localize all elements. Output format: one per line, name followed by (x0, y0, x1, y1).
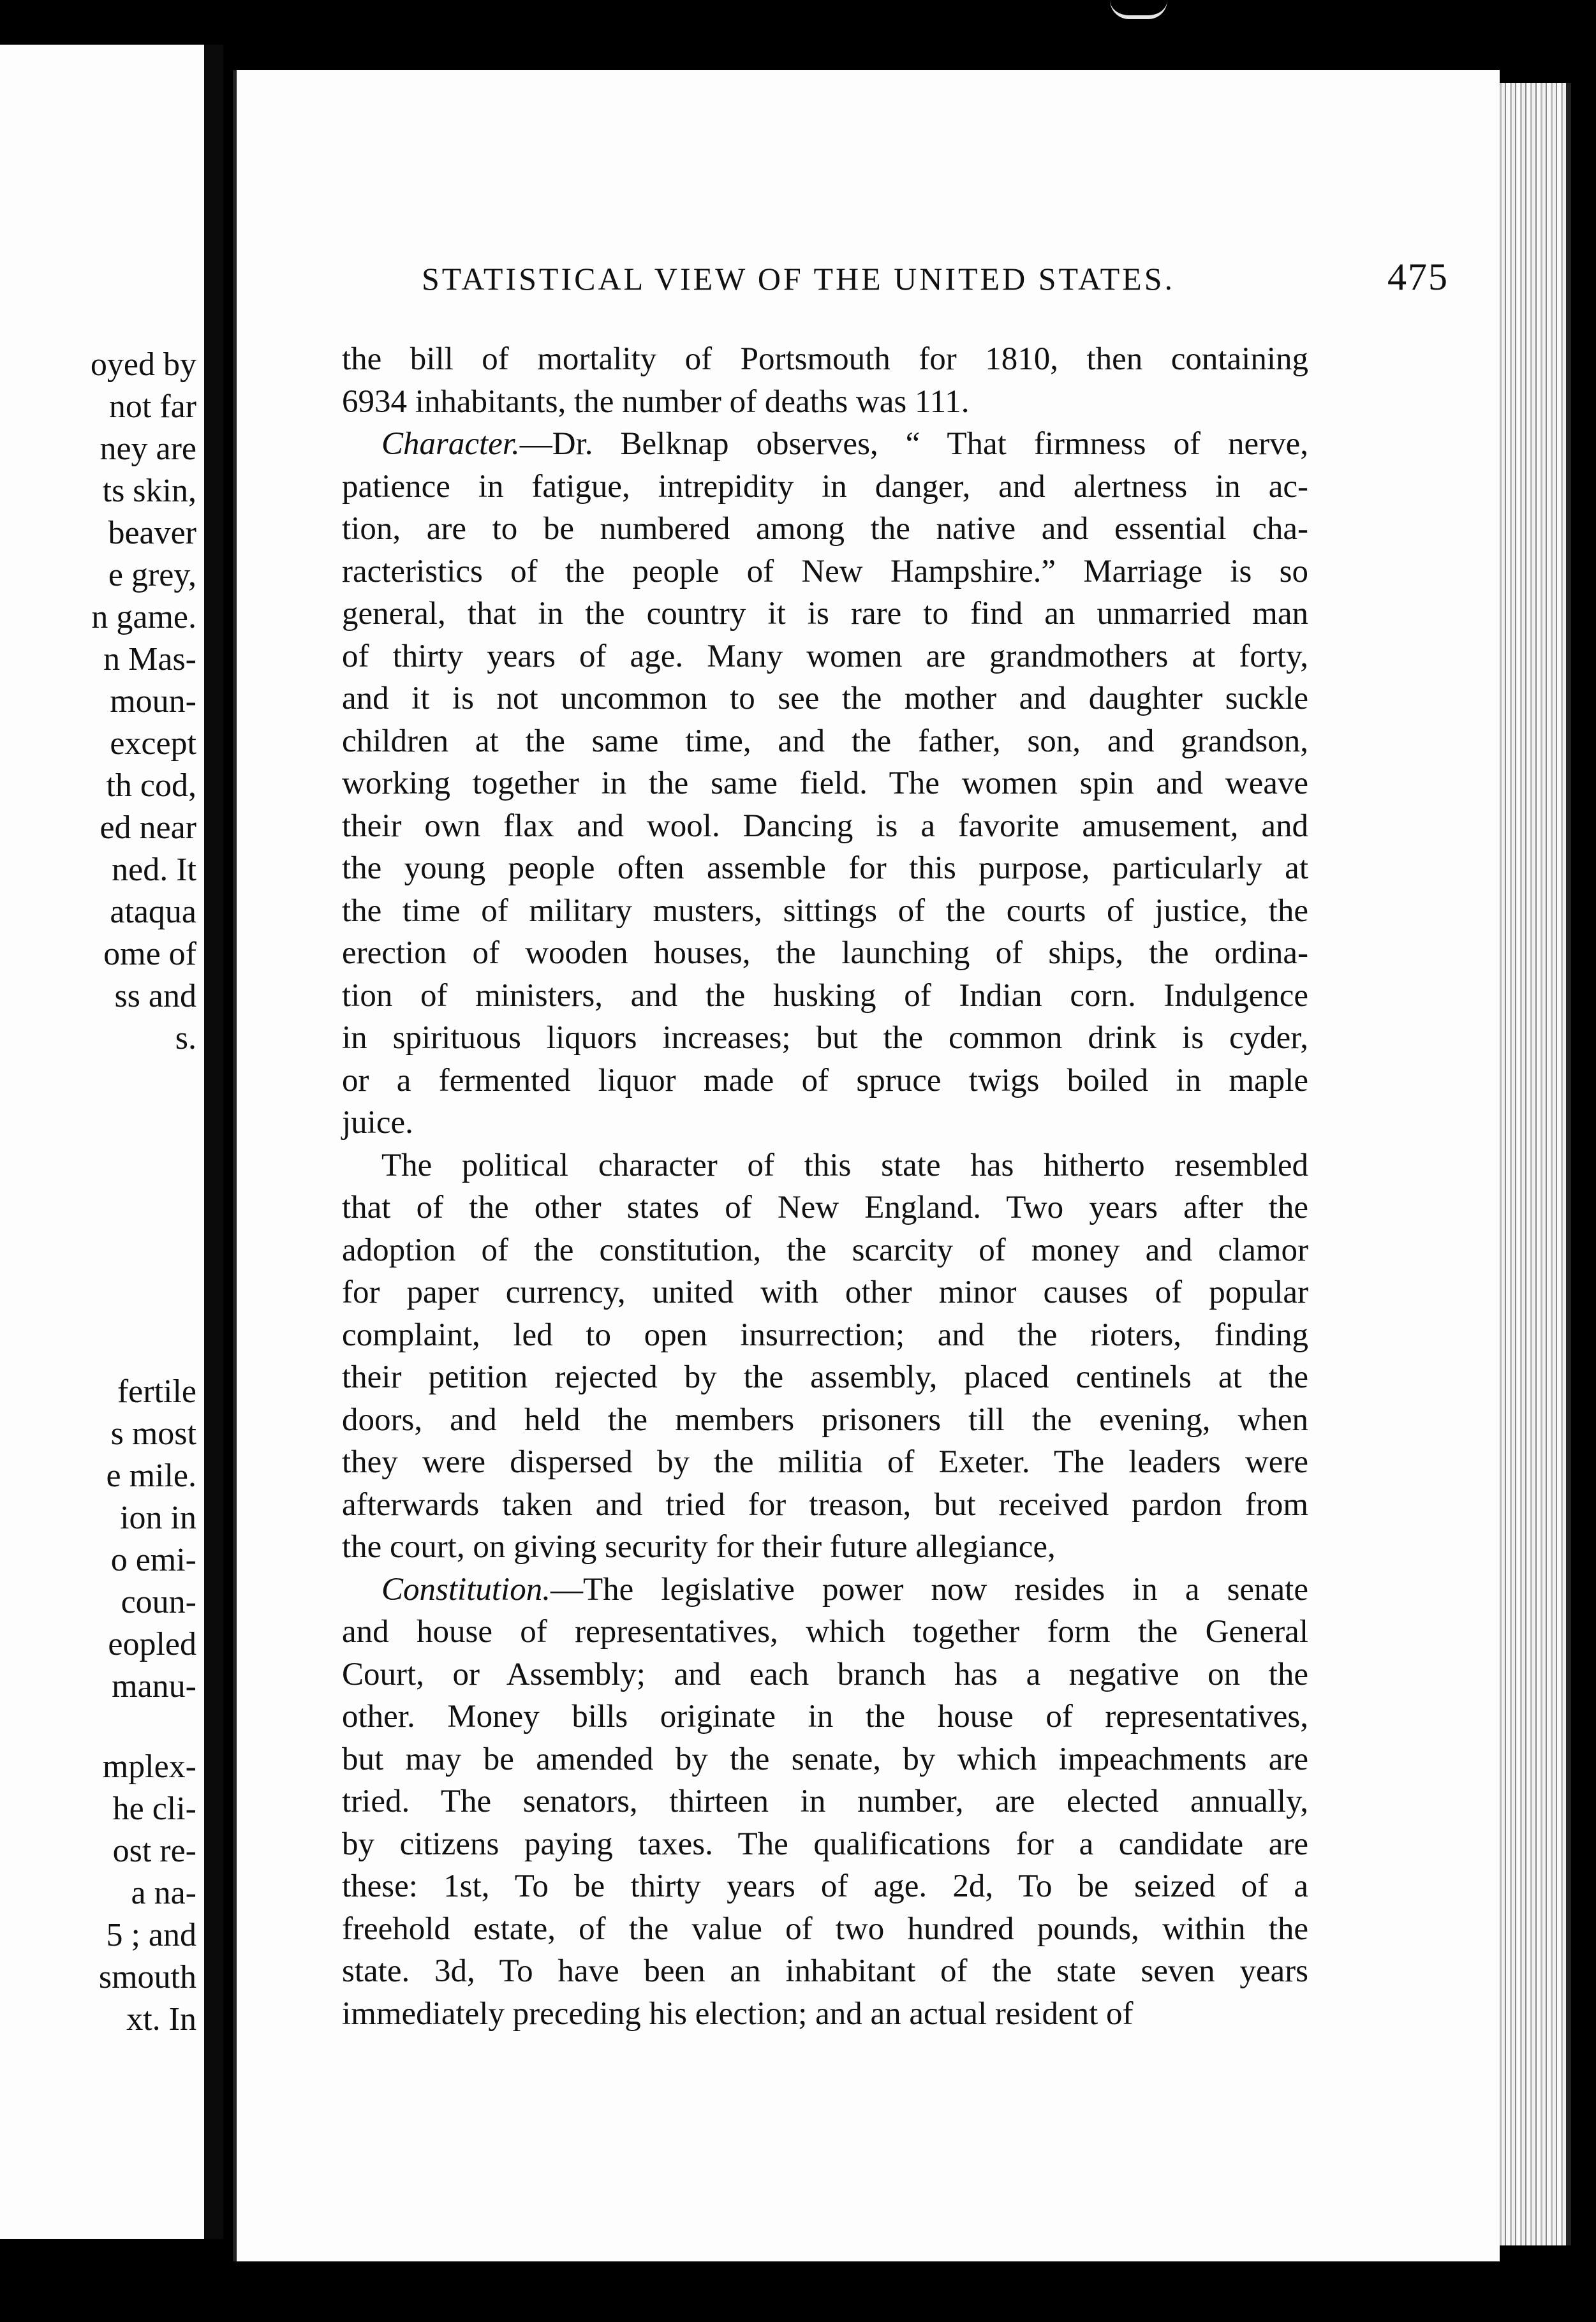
left-page-fragment: eopled (108, 1626, 196, 1662)
text-line (342, 1314, 1308, 1357)
text-line (342, 1060, 1308, 1102)
text-line (342, 381, 1308, 424)
text-line (342, 762, 1308, 805)
text-line (342, 1526, 1308, 1569)
left-page-fragment: except (110, 725, 196, 762)
line-text: freehold estate, of the value of two hundred pounds, within the (342, 1911, 1308, 1947)
text-line (342, 1738, 1308, 1781)
body-text (342, 338, 1308, 2035)
left-page-fragment: oyed by (90, 346, 196, 383)
line-text: afterwards taken and tried for treason, but received pardon from (342, 1486, 1308, 1523)
line-text: the court, on giving security for their future allegiance, (342, 1529, 1056, 1565)
line-text: other. Money bills originate in the house of representatives, (342, 1699, 1308, 1734)
text-line (342, 508, 1308, 551)
line-text: but may be amended by the senate, by which impeachments are (342, 1741, 1308, 1777)
left-page-fragment: ost re- (112, 1833, 196, 1869)
paragraph (342, 1144, 1308, 1569)
text-line (342, 466, 1308, 508)
line-text: or a fermented liquor made of spruce twigs boiled in maple (342, 1062, 1308, 1098)
left-page-fragment: ion in (120, 1500, 196, 1536)
text-line (342, 1696, 1308, 1738)
text-line (342, 1187, 1308, 1229)
text-line (342, 677, 1308, 720)
text-line (342, 1271, 1308, 1314)
line-text: 6934 inhabitants, the number of deaths was 111. (342, 383, 970, 420)
text-line (342, 1356, 1308, 1399)
line-text: erection of wooden houses, the launching of ships, the ordina- (342, 935, 1308, 971)
line-text: these: 1st, To be thirty years of age. 2d, To be seized of a (342, 1868, 1308, 1904)
text-line (342, 1611, 1308, 1653)
left-page-fragment: xt. In (126, 2001, 196, 2037)
text-line (342, 1993, 1308, 2036)
line-text: the time of military musters, sittings of the courts of justice, the (342, 892, 1308, 929)
line-text: state. 3d, To have been an inhabitant of the state seven years (342, 1953, 1308, 1989)
line-text: and house of representatives, which together form the General (342, 1614, 1308, 1650)
left-page-fragment: fertile (117, 1373, 196, 1410)
left-page-fragment: o emi- (110, 1542, 196, 1578)
paragraph-character (342, 423, 1308, 1144)
line-text: they were dispersed by the militia of Exeter. The leaders were (342, 1444, 1308, 1480)
line-text: tion of ministers, and the husking of Indian corn. Indulgence (342, 977, 1308, 1014)
text-line (342, 1569, 1308, 1611)
text-line (342, 1441, 1308, 1484)
line-text: the young people often assemble for this purpose, particularly at (342, 850, 1308, 886)
section-heading: Constitution. (381, 1571, 550, 1608)
text-line (342, 805, 1308, 848)
left-page-fragment: ts skin, (102, 473, 196, 509)
page-edges (1496, 83, 1571, 2245)
line-text: —Dr. Belknap observes, “ That firmness of nerve, (519, 426, 1308, 462)
line-text: racteristics of the people of New Hampshire.” Marriage is so (342, 553, 1308, 589)
text-line (342, 635, 1308, 678)
left-page-fragment: ataqua (110, 894, 196, 930)
left-page-fragment: a na- (131, 1875, 196, 1911)
left-page-fragment: e grey, (108, 557, 196, 593)
left-page-fragment: 5 ; and (106, 1917, 196, 1953)
scan-artifact (1110, 0, 1167, 19)
text-line (342, 1017, 1308, 1060)
left-page-fragment: th cod, (106, 767, 196, 804)
line-text: the bill of mortality of Portsmouth for 1810, then containing (342, 341, 1308, 377)
text-line (342, 975, 1308, 1017)
running-head-title: STATISTICAL VIEW OF THE UNITED STATES. (422, 261, 1176, 297)
left-page-fragment: he cli- (112, 1791, 196, 1827)
line-text: tried. The senators, thirteen in number, are elected annually, (342, 1784, 1308, 1819)
text-line (342, 720, 1308, 763)
book-gutter (204, 45, 223, 2239)
left-page-fragment: e mile. (106, 1458, 196, 1494)
line-text: The political character of this state has hitherto resembled (381, 1147, 1308, 1183)
line-text: complaint, led to open insurrection; and the rioters, finding (342, 1317, 1308, 1353)
line-text: their petition rejected by the assembly, placed centinels at the (342, 1359, 1308, 1395)
left-page-fragment: moun- (110, 683, 196, 720)
line-text: doors, and held the members prisoners till the evening, when (342, 1401, 1308, 1438)
left-page-fragment: smouth (98, 1959, 196, 1995)
text-line (342, 1908, 1308, 1951)
right-page (233, 70, 1500, 2261)
left-page-fragment: s most (110, 1416, 196, 1452)
text-line (342, 1823, 1308, 1866)
text-line (342, 1950, 1308, 1993)
running-head (422, 255, 1449, 299)
line-text: that of the other states of New England. Two years after the (342, 1190, 1308, 1225)
line-text: immediately preceding his election; and an actual resident of (342, 1995, 1134, 2032)
left-page-fragment: beaver (108, 515, 196, 551)
left-page-fragment: mplex- (102, 1749, 196, 1785)
left-page-fragment: ss and (114, 978, 196, 1014)
text-line (342, 1399, 1308, 1442)
line-text: adoption of the constitution, the scarcity of money and clamor (342, 1232, 1308, 1268)
left-page-fragment: ney are (100, 431, 196, 467)
paragraph-constitution (342, 1569, 1308, 2036)
paragraph (342, 338, 1308, 423)
line-text: Court, or Assembly; and each branch has a negative on the (342, 1656, 1308, 1692)
text-line (342, 932, 1308, 975)
line-text: tion, are to be numbered among the native and essential cha- (342, 511, 1308, 547)
line-text: —The legislative power now resides in a senate (550, 1571, 1308, 1608)
page-number: 475 (1387, 256, 1449, 298)
left-page-fragment: manu- (112, 1668, 196, 1705)
line-text: their own flax and wool. Dancing is a favorite amusement, and (342, 808, 1308, 844)
line-text: in spirituous liquors increases; but the common drink is cyder, (342, 1020, 1308, 1056)
line-text: children at the same time, and the father, son, and grandson, (342, 723, 1308, 759)
line-text: working together in the same field. The women spin and weave (342, 765, 1308, 801)
text-line (342, 1484, 1308, 1527)
text-line (342, 1780, 1308, 1823)
left-page-fragment: coun- (121, 1584, 196, 1620)
left-page-fragment: n game. (91, 599, 196, 635)
text-line (342, 1102, 1308, 1144)
left-page-fragment: ed near (100, 810, 196, 846)
text-line (342, 423, 1308, 466)
line-text: juice. (342, 1105, 413, 1141)
text-line (342, 1865, 1308, 1908)
text-line (342, 890, 1308, 933)
text-line (342, 593, 1308, 635)
text-line (342, 847, 1308, 890)
line-text: and it is not uncommon to see the mother and daughter suckle (342, 681, 1308, 716)
line-text: general, that in the country it is rare to find an unmarried man (342, 596, 1308, 632)
line-text: for paper currency, united with other minor causes of popular (342, 1275, 1308, 1310)
text-line (342, 338, 1308, 381)
text-line (342, 1144, 1308, 1187)
text-line (342, 1653, 1308, 1696)
text-line (342, 551, 1308, 593)
left-page-fragment: s. (175, 1020, 196, 1056)
left-page-fragment: n Mas- (103, 641, 196, 677)
left-page-edge (0, 45, 207, 2239)
section-heading: Character. (381, 426, 520, 462)
line-text: by citizens paying taxes. The qualifications for a candidate are (342, 1826, 1308, 1862)
line-text: of thirty years of age. Many women are grandmothers at forty, (342, 638, 1308, 674)
left-page-fragment: ome of (103, 936, 196, 972)
left-page-fragment: ned. It (112, 852, 196, 888)
line-text: patience in fatigue, intrepidity in danger, and alertness in ac- (342, 468, 1308, 505)
left-page-fragment: not far (108, 388, 196, 425)
text-line (342, 1229, 1308, 1272)
